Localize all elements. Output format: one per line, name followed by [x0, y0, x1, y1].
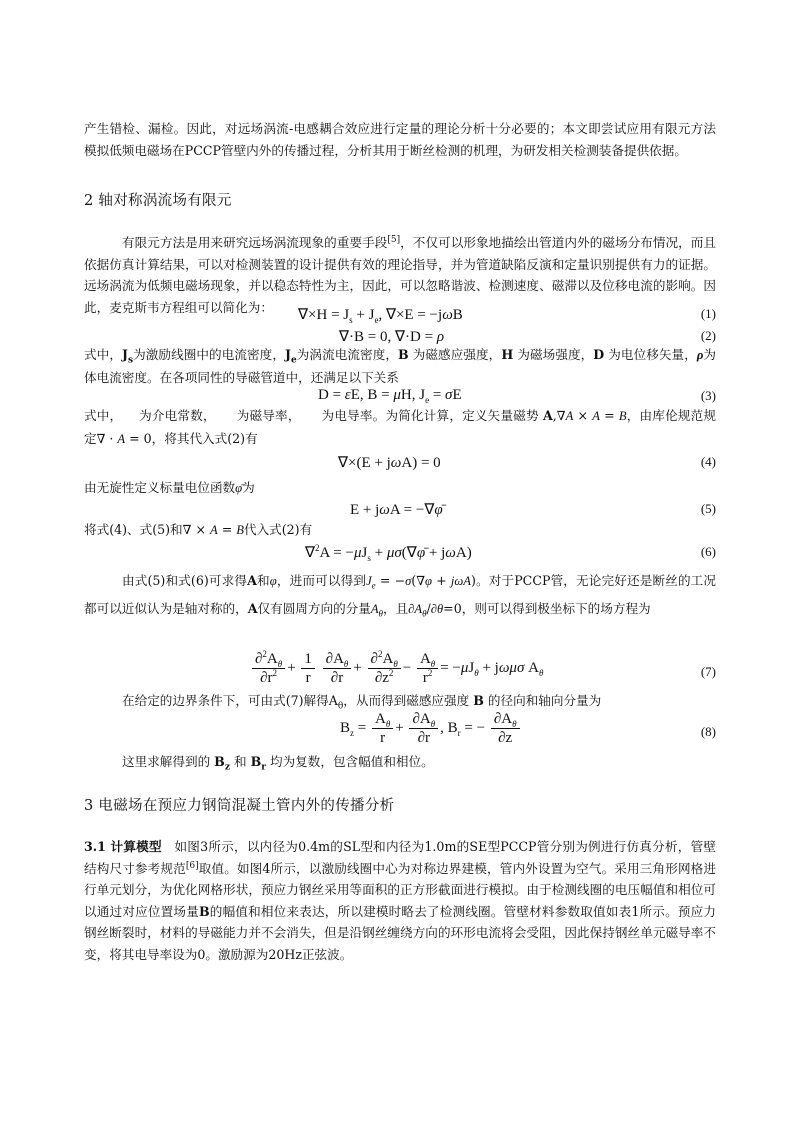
- section-2-heading: [84, 189, 716, 210]
- equation-4: [84, 453, 716, 473]
- equation-6-body: $\nabla^2A = -\mu J_s$ + μσ(∇φ̄ + jωA): [305, 543, 472, 563]
- equation-3-body: D = εE, B = μH, $J_e = \sigma E$: [318, 387, 462, 405]
- equation-5: [84, 500, 716, 520]
- equation-7-number: (7): [700, 664, 716, 679]
- equation-3: [84, 387, 716, 407]
- section-3-heading: [84, 794, 716, 815]
- equation-8: [84, 710, 716, 756]
- equation-2-number: (2): [700, 328, 716, 343]
- section-2-paragraph-8: [84, 751, 716, 773]
- equation-2-body: ∇·B = 0, ∇·D = ρ: [339, 329, 445, 345]
- section-2-p3: 式中， 为介电常数， 为磁导率， 为电导率。为简化计算，定义矢量磁势 A,∇A × A = B，由库伦规范规定∇ · A = 0，将其代入式(2)有: [84, 408, 717, 446]
- section-2-paragraph-4: [84, 477, 716, 500]
- equation-8-number: (8): [700, 724, 716, 739]
- section-2-paragraph-5: [84, 519, 716, 542]
- section-2-p6: 由式(5)和式(6)可求得A和φ，进而可以得到$J_e = -\sigma(\nabla\varphi + j\omega A)$。对于PCCP管，无论完好还是断丝的工况都可以近似认为是轴对称的，A仅有圆周方向的分量$A_\theta$，且$\partial A_\theta/\partial\theta=0$，则可以得到极坐标下的场方程为: [84, 573, 717, 619]
- section-2-p8: 这里求解得到的 $B_z$ 和 $B_r$ 均为复数，包含幅值和相位。: [122, 754, 434, 773]
- equation-6: [84, 543, 716, 563]
- equation-7-body: $\frac{\partial^2A_\theta}{\partial r^2}$ + $\frac{1}{r}$ $\frac{\partial A_\theta}{\partial r}$ + $\frac{\partial^2A_\theta}{\partial z^2}$ − $\frac{A_\theta}{r^2}$ = $-\mu J_\theta + j\omega\mu\sigma$ $A_\theta$: [250, 650, 543, 687]
- section-2-p5: 将式(4)、式(5)和∇ × A = B代入式(2)有: [84, 522, 313, 537]
- section-2-p2: 式中，$J_s$为激励线圈中的电流密度，$J_e$为涡流电流密度，B 为磁感应强度，H 为磁场强度，D 为电位移矢量，ρ为体电流密度。在各项同性的导磁管道中，还满足以下关系: [84, 347, 717, 385]
- section-2-paragraph-7: [84, 690, 716, 712]
- equation-4-body: ∇×(E + jωA) = 0: [338, 455, 441, 471]
- section-3-1-title: 3.1 计算模型: [84, 839, 162, 854]
- intro-paragraph: [84, 118, 716, 161]
- section-2-paragraph-3: [84, 405, 716, 450]
- section-2-title: 2 轴对称涡流场有限元: [84, 193, 232, 209]
- section-3-title: 3 电磁场在预应力钢筒混凝土管内外的传播分析: [84, 798, 395, 814]
- section-3-p1: 3.1 计算模型 如图3所示，以内径为0.4m的SL型和内径为1.0m的SE型PCCP管分别为例进行仿真分析，管壁结构尺寸参考规范[6]取值。如图4所示，以激励线圈中心为对称边界建模，管内外设置为空气。采用三角形网格进行单元划分，为优化网格形状，预应力钢丝采用等面积的正方形截面进行模拟。由于检测线圈的电压幅值和相位可以通过对应位置场量B的幅值和相位来表达，所以建模时略去了检测线圈。管壁材料参数取值如表1所示。预应力钢丝断裂时，材料的导磁能力并不会消失，但是沿钢丝缠绕方向的环形电流将会受阻，因此保持钢丝单元磁导率不变，将其电导率设为0。激励源为20Hz正弦波。: [84, 839, 717, 962]
- equation-5-number: (5): [700, 501, 716, 516]
- equation-5-body: E + jωA = −∇φ̄: [350, 502, 443, 518]
- equation-1: [84, 305, 716, 325]
- section-2-paragraph-6: [84, 567, 716, 623]
- equation-1-number: (1): [700, 306, 716, 321]
- section-2-p4: 由无旋性定义标量电位函数φ̄为: [84, 480, 255, 495]
- equation-4-number: (4): [700, 454, 716, 469]
- equation-8-body: $B_z$ = $\frac{A_\theta}{r}$ + $\frac{\partial A_\theta}{\partial r}$ , $B_r$ = − $\frac{\partial A_\theta}{\partial z}$: [340, 710, 522, 747]
- section-3-paragraph-1: [84, 836, 716, 965]
- section-2-p7: 在给定的边界条件下，可由式(7)解得$A_\theta$，从而得到磁感应强度 B 的径向和轴向分量为: [122, 693, 602, 712]
- equation-3-number: (3): [700, 388, 716, 403]
- section-2-p1: 有限元方法是用来研究远场涡流现象的重要手段[5]，不仅可以形象地描绘出管道内外的磁场分布情况，而且依据仿真计算结果，可以对检测装置的设计提供有效的理论指导，并为管道缺陷反演和定量识别提供有力的证据。远场涡流为低频电磁场现象，并以稳态特性为主，因此，可以忽略谐波、检测速度、磁滞以及位移电流的影响。因此，麦克斯韦方程组可以简化为：: [84, 234, 717, 315]
- equation-1-body: $\nabla\times H = J_s + J_e$, ∇×E = −jωB: [298, 307, 463, 325]
- equation-6-number: (6): [700, 544, 716, 559]
- intro-text: 产生错检、漏检。因此，对远场涡流-电感耦合效应进行定量的理论分析十分必要的；本文即尝试应用有限元方法模拟低频电磁场在PCCP管壁内外的传播过程，分析其用于断丝检测的机理，为研发相关检测装备提供依据。: [84, 121, 716, 158]
- section-2-paragraph-2: [84, 344, 716, 388]
